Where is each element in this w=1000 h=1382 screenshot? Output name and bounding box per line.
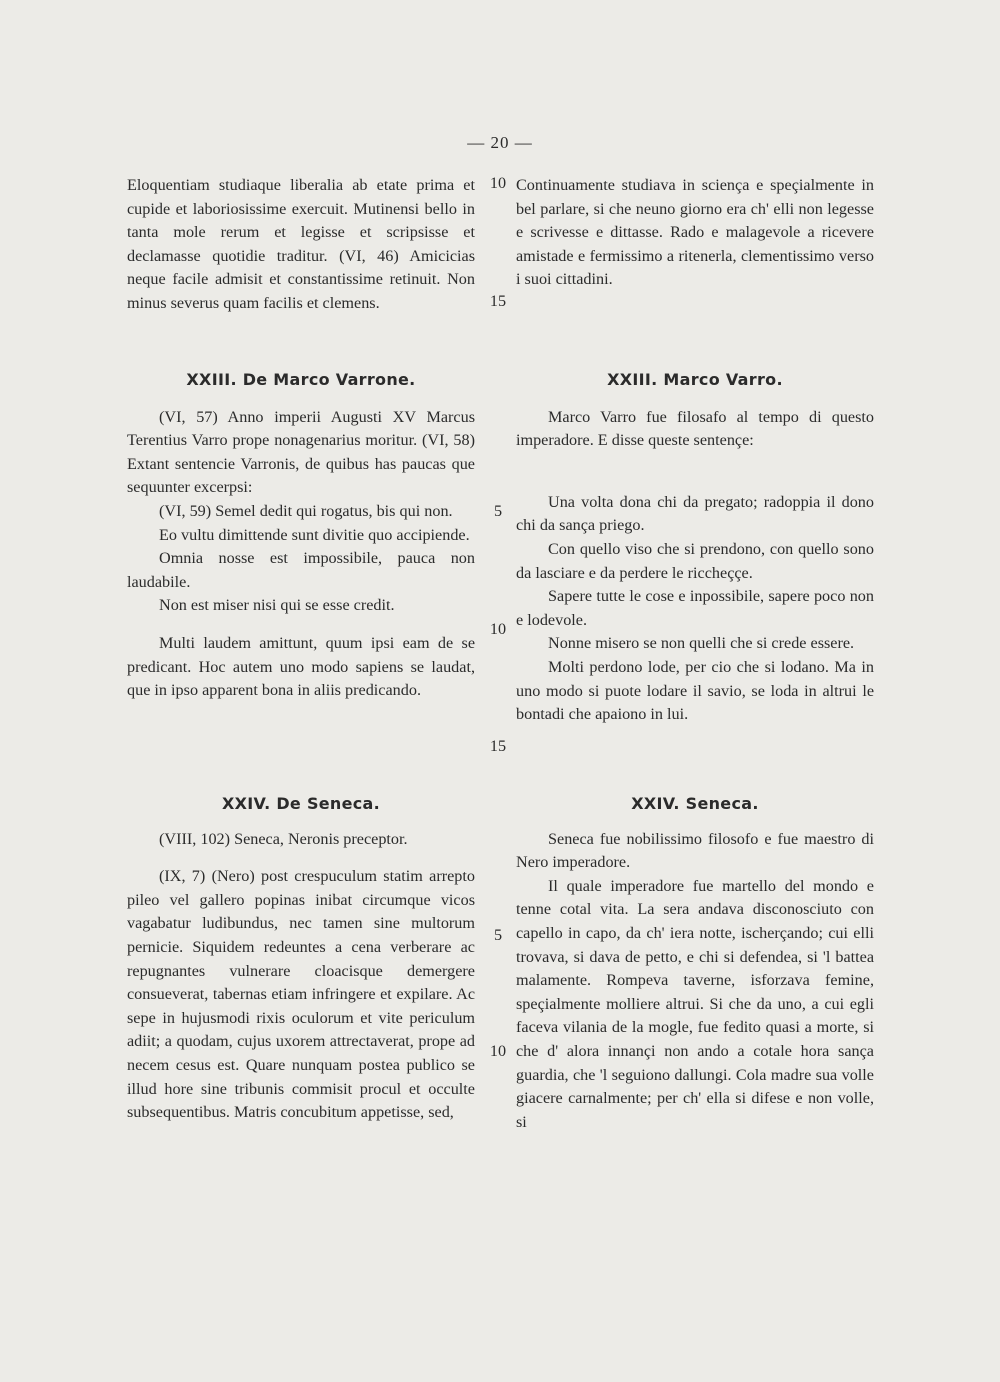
italian-seneca-p1: Seneca fue nobilissimo filosofo e fue maestro di Nero imperadore. bbox=[516, 829, 874, 872]
latin-varro-heading: XXIII. De Marco Varrone. bbox=[186, 370, 416, 389]
latin-seneca-p2: (IX, 7) (Nero) post crespuculum statim arrepto pileo vel gallero popinas inibat circumque vicos vagabatur ludibundus, nec tamen sine multorum pernicie. Siquidem redeuntes a cena verberare ac repugnantes vulnerare cloacisque demergere consueverat, tabernas etiam infringere et expilare. Ac sepe in hujusmodi rixis oculorum et vite periculum adiit; a quodam, cujus uxorem attrectaverat, prope ad necem cesus est. Quare nunquam postea publico se illud hore sine tribunis commisit procul et occulte subsequentibus. Matris concubitum appetisse, sed, bbox=[127, 867, 475, 1122]
italian-seneca-p2: Il quale imperadore fue martello del mondo e tenne cotal vita. La sera andava disconosciuto con capello in capo, da ch' iera notte, ischerçando; cui elli trovava, si dava de petto, e chi si defendea, si 'l battea malamente. Rompeva taverne, isforzava femine, speçialmente molliere altrui. Si che da uno, a cui egli faceva vilania de la mogle, fue fedito quasi a morte, si che d' alora innançi non ando a cotale hora sança guardia, che 'l seguiono dallungi. Cola madre sua volle giacere carnalmente; per ch' ella si difese e non volle, si bbox=[516, 876, 874, 1131]
italian-varro-p3: Con quello viso che si prendono, con quello sono da lasciare e da perdere le riccheççe. bbox=[516, 539, 874, 582]
latin-intro: Eloquentiam studiaque liberalia ab etate prima et cupide et laboriosissime exercuit. Mutinensi bello in tanta mole rerum et legisse et scripsisse et declamasse quotidie traditur. (VI, 46) Amicicias neque facile admisit et constantissime retinuit. Non minus severus quam facilis et clemens. bbox=[127, 176, 475, 312]
line-number: 10 bbox=[489, 620, 507, 638]
latin-seneca-heading: XXIV. De Seneca. bbox=[221, 794, 381, 813]
italian-intro: Continuamente studiava in sciença e speçialmente in bel parlare, si che neuno giorno era ch' elli non legesse e scrivesse e dittasse. Rado e malagevole a ricevere amistade e fermissimo a ritenerla, clementissimo verso i suoi cittadini. bbox=[516, 176, 874, 289]
italian-varro-p2: Una volta dona chi da pregato; radoppia il dono chi da sança priego. bbox=[516, 492, 874, 535]
latin-varro-p5: Non est miser nisi qui se esse credit. bbox=[159, 596, 395, 615]
italian-varro-section bbox=[516, 368, 874, 727]
latin-seneca-section bbox=[127, 792, 475, 1125]
latin-varro-p6: Multi laudem amittunt, quum ipsi eam de se predicant. Hoc autem uno modo sapiens se laudat, que in ipso apparent bona in aliis predicando. bbox=[127, 633, 475, 700]
line-number: 10 bbox=[489, 174, 507, 192]
latin-varro-p2: (VI, 59) Semel dedit qui rogatus, bis qui non. bbox=[159, 501, 453, 520]
page-number: — 20 — bbox=[467, 133, 533, 152]
italian-seneca-section bbox=[516, 792, 874, 1134]
latin-varro-p4: Omnia nosse est impossibile, pauca non laudabile. bbox=[127, 549, 475, 591]
latin-varro-p3: Eo vultu dimittende sunt divitie quo accipiende. bbox=[159, 525, 470, 544]
line-number: 10 bbox=[489, 1042, 507, 1060]
latin-intro-block bbox=[127, 174, 475, 316]
italian-varro-p1: Marco Varro fue filosafo al tempo di questo imperadore. E disse queste sentençe: bbox=[516, 407, 874, 450]
latin-seneca-p1: (VIII, 102) Seneca, Neronis preceptor. bbox=[159, 829, 408, 848]
italian-varro-p5: Nonne misero se non quelli che si crede essere. bbox=[548, 634, 855, 653]
line-number: 15 bbox=[489, 292, 507, 310]
line-number: 15 bbox=[489, 737, 507, 755]
italian-varro-p4: Sapere tutte le cose e inpossibile, sapere poco non e lodevole. bbox=[516, 587, 874, 629]
italian-seneca-heading: XXIV. Seneca. bbox=[631, 794, 759, 813]
italian-varro-heading: XXIII. Marco Varro. bbox=[607, 370, 783, 389]
latin-varro-p1: (VI, 57) Anno imperii Augusti XV Marcus Terentius Varro prope nonagenarius moritur. (VI, 58) Extant sentencie Varronis, de quibus has paucas que sequunter excerpsi: bbox=[127, 407, 475, 497]
line-number: 5 bbox=[493, 926, 503, 944]
line-number: 5 bbox=[493, 502, 503, 520]
latin-varro-section bbox=[127, 368, 475, 703]
italian-intro-block bbox=[516, 174, 874, 292]
italian-varro-p6: Molti perdono lode, per cio che si lodano. Ma in uno modo si puote lodare il savio, se loda in altrui le bontadi che apaiono in lui. bbox=[516, 657, 874, 724]
